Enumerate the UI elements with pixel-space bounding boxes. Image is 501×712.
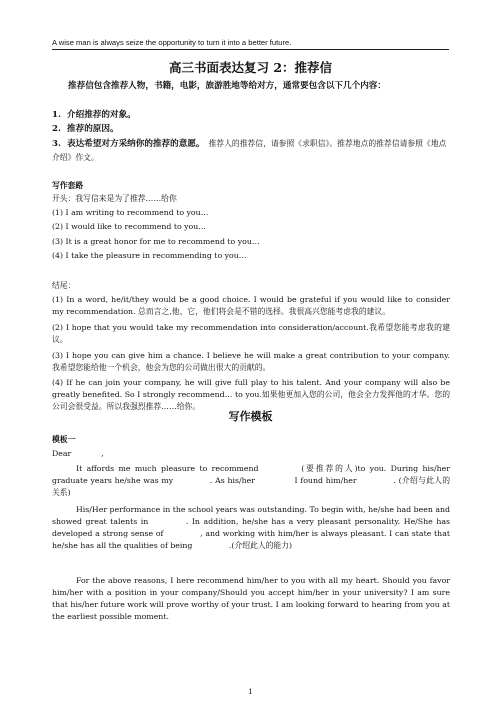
note-text: 推荐人的推荐信，请参照《求职信》。推荐地点的推荐信请参照《地点介绍》作文。 (52, 139, 447, 162)
list-text: 推荐的原因。 (67, 124, 119, 134)
template-label: 模板一 (52, 435, 76, 444)
closing-line: (1) In a word, he/it/they would be a good choice. I would be grateful if you would like to consider my recommendation. 总而言之,他、它，他们将会是不错的选择。我很高兴您能考虑我的建议。 (52, 295, 450, 316)
opening-label: 开头：我写信来是为了推荐……给你 (52, 194, 177, 203)
p1-text: I found him/her (294, 476, 357, 485)
closing-line: (2) I hope that you would take my recommendation into consideration/account.我希望您能考虑我的建议。 (52, 323, 450, 344)
list-item (52, 123, 450, 136)
p1-text: (要推荐的人)to you. During his/her graduate years he/she was my (52, 464, 450, 485)
list-text: 介绍推荐的对象。 (67, 110, 136, 120)
dear-text: Dear (52, 449, 72, 458)
p2-text: .(介绍此人的能力) (228, 541, 293, 550)
opening-line: (4) I take the pleasure in recommending to you… (52, 251, 247, 260)
p1-text: It affords me much pleasure to recommend (76, 464, 259, 473)
list-number: 1. (52, 110, 61, 120)
opening-line: (2) I would like to recommend to you… (52, 222, 207, 231)
intro-text: 推荐信包含推荐人物，书籍，电影，旅游胜地等给对方，通常要包含以下几个内容： (68, 81, 386, 91)
page-header: A wise man is always seize the opportunity to turn it into a better future. (52, 38, 292, 47)
page-number: 1 (248, 687, 253, 696)
closing-line: (4) If he can join your company, he will give full play to his talent. And your company will also be greatly benefited. So I strongly recommend… to you.如果他更加入您的公司，他会全力发挥他的才华。您的公司会很受益。所以我强烈推荐……给你。 (52, 378, 450, 411)
p2-text: His/Her performance in the school years was outstanding. To begin with, he/she had been and showed great talents in (52, 505, 451, 526)
salutation (52, 448, 450, 460)
p2-text: . In addition, he/she has a very pleasant personality. He/She has developed a strong sense of (52, 517, 450, 538)
closing-line: (3) I hope you can give him a chance. I believe he will make a great contribution to your company. 我希望您能给他一个机会，他会为您的公司做出很大的贡献的。 (52, 351, 450, 372)
salutation-comma: , (101, 449, 104, 458)
closing-label: 结尾： (52, 281, 76, 290)
p1-text: . (介绍与此人的关系) (52, 476, 451, 497)
p1-text: . As his/her (209, 476, 256, 485)
template-title: 写作模板 (228, 410, 273, 423)
document-title: 高三书面表达复习 2：推荐信 (168, 60, 333, 75)
p2-text: , and working with him/her is always pleasant. I can state that he/she has all the qualities of being (52, 529, 450, 550)
list-item (52, 137, 450, 165)
list-number: 3. (52, 139, 61, 149)
paragraph-2 (52, 504, 450, 552)
list-item (52, 109, 450, 122)
list-text: 表达希望对方采纳你的推荐的意愿。 (67, 139, 205, 149)
paragraph-3: For the above reasons, I here recommend him/her to you with all my heart. Should you favor him/her with a position in your company/Should you accept him/her in your university? I am sure that his/her future work will prove worthy of your trust. I am looking forward to hearing from you at the earliest possible moment. (52, 576, 450, 621)
opening-line: (1) I am writing to recommend to you… (52, 208, 209, 217)
section-heading: 写作套路 (52, 181, 84, 190)
header-rule (52, 49, 449, 50)
opening-line: (3) It is a great honor for me to recommend to you… (52, 237, 260, 246)
list-number: 2. (52, 124, 61, 134)
paragraph-1 (52, 463, 450, 499)
